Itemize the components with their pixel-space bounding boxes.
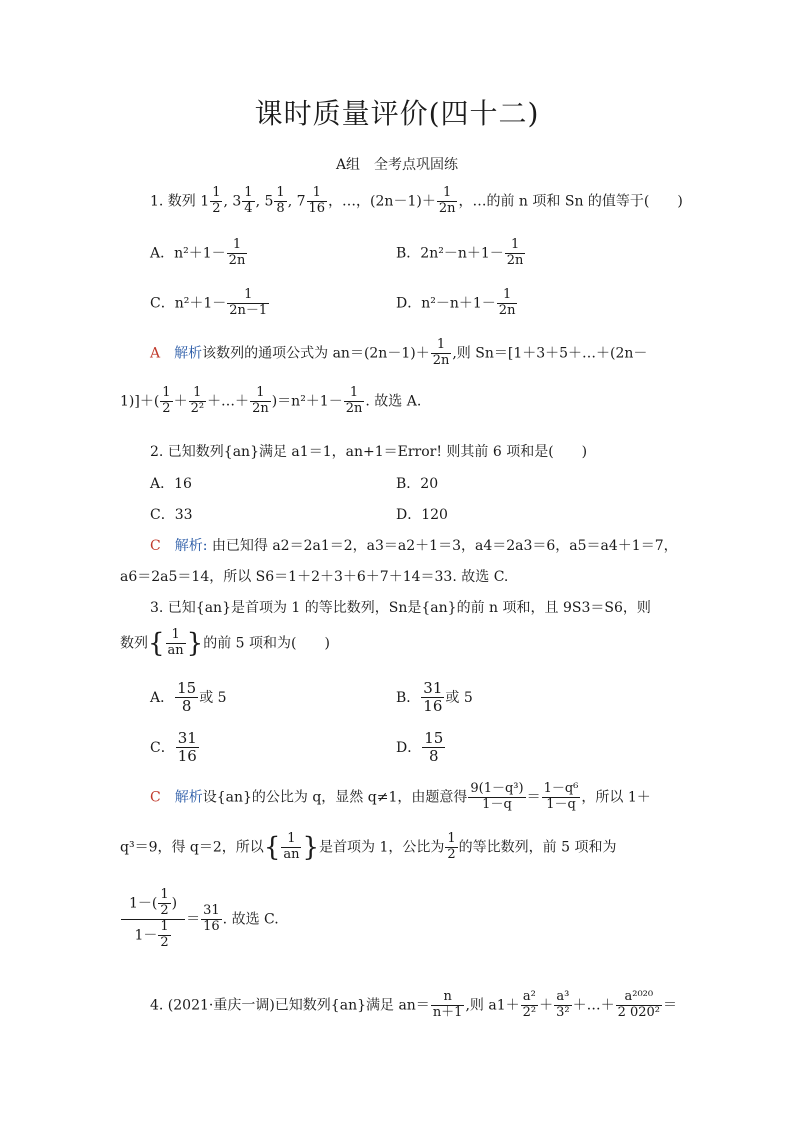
- q3-solution-line-1: C 解析设{an}的公比为 q，显然 q≠1，由题意得 $\frac{\text{9(1－q³)}}{1-q}$ ＝ $\frac{\text{1－q⁶}}{1-q}$ ，所以 1＋: [150, 781, 651, 812]
- q1-jiexi-label: 解析: [174, 345, 203, 362]
- q1-term-1-frac: $\frac{1}{2}$: [212, 185, 221, 216]
- q2-option-a: A．16: [150, 476, 192, 492]
- q3-option-d: D． $\frac{15}{8}$: [396, 729, 444, 766]
- q1-term-3-frac: $\frac{1}{8}$: [276, 185, 285, 216]
- q3-option-a: A． $\frac{15}{8}$ 或 5: [150, 679, 227, 716]
- q3-solution-line-2: q³＝9，得 q＝2，所以{ $\frac{1}{an}$ }是首项为 1，公比为 $\frac{1}{2}$ 的等比数列，前 5 项和为: [120, 831, 617, 863]
- q1-stem-mid: ，…，(2n－1)＋: [328, 193, 436, 210]
- q1-option-a: A．n²＋1－ $\frac{1}{2n}$: [150, 237, 246, 268]
- q1-option-c: C．n²＋1－ $\frac{1}{2n-1}$: [150, 287, 268, 318]
- q1-solution-line-2: 1)]＋( $\frac{1}{2}$ ＋ $\frac{1}{\text{2²}}$ ＋…＋ $\frac{1}{2n}$ )＝n²＋1－ $\frac{1}{2n}$ . 故选 A.: [120, 385, 422, 416]
- q1-general-term-frac: $\frac{1}{2n}$: [438, 185, 456, 216]
- q1-term-2-whole: 3: [232, 193, 242, 210]
- q1-term-2-frac: $\frac{1}{4}$: [244, 185, 253, 216]
- q2-solution-line-1: C 解析: 由已知得 a2＝2a1＝2，a3＝a2＋1＝3，a4＝2a3＝6，a5＝a4＋1＝7，: [150, 538, 678, 554]
- q1-option-b: B．2n²－n＋1－ $\frac{1}{2n}$: [396, 237, 524, 268]
- q2-jiexi-label: 解析:: [174, 538, 208, 554]
- q1-term-3-whole: 5: [264, 193, 274, 210]
- q3-stem-line-1: 3. 已知{an}是首项为 1 的等比数列，Sn是{an}的前 n 项和，且 9S3＝S6，则: [150, 600, 651, 616]
- q2-option-b: B．20: [396, 476, 439, 492]
- q2-solution-line-2: a6＝2a5＝14，所以 S6＝1＋2＋3＋6＋7＋14＝33. 故选 C.: [120, 569, 509, 585]
- q1-stem: 1. 数列 1 $\frac{1}{2}$ , 3 $\frac{1}{4}$ , 5 $\frac{1}{8}$ , 7 $\frac{1}{16}$ ，…，(2n－1)＋ $\frac{1}{2n}$ ，…的前 n 项和 Sn 的值等于( ): [150, 185, 683, 216]
- q2-stem: 2. 已知数列{an}满足 a1＝1，an+1＝Error! 则其前 6 项和是( ): [150, 444, 588, 460]
- q3-stem-line-2: 数列{ $\frac{1}{an}$ }的前 5 项和为( ): [120, 627, 330, 659]
- q3-option-c: C． $\frac{31}{16}$: [150, 729, 197, 766]
- section-subtitle: A组 全考点巩固练: [335, 157, 459, 173]
- q1-stem-end: ，…的前 n 项和 Sn 的值等于( ): [458, 193, 683, 210]
- page-title: 课时质量评价(四十二): [254, 97, 540, 130]
- q3-jiexi-label: 解析: [174, 789, 203, 806]
- q1-term-4-frac: $\frac{1}{16}$: [308, 185, 326, 216]
- q3-option-b: B． $\frac{31}{16}$ 或 5: [396, 679, 473, 716]
- q2-option-c: C．33: [150, 507, 193, 523]
- q4-stem: 4. (2021·重庆一调)已知数列{an}满足 an＝ $\frac{n}{n+1}$ ,则 a1＋ $\frac{\text{a²}}{\text{2²}}$ ＋ $\frac{\text{a³}}{\text{3²}}$ ＋…＋ $\frac{\text{a²⁰²⁰}}{\text{2 020²}}$ ＝: [150, 989, 678, 1020]
- q2-answer: C: [150, 538, 161, 554]
- q3-answer: C: [150, 789, 161, 806]
- q1-term-4-whole: 7: [296, 193, 306, 210]
- q2-option-d: D．120: [396, 507, 448, 523]
- q1-term-1-whole: 1: [200, 193, 210, 210]
- q1-answer: A: [150, 345, 161, 362]
- q1-option-d: D．n²－n＋1－ $\frac{1}{2n}$: [396, 287, 516, 318]
- q3-solution-line-3: 1－( $\frac{1}{2}$ ) 1－ $\frac{1}{2}$ ＝ $\frac{31}{16}$ . 故选 C.: [120, 888, 279, 951]
- q1-stem-start: 1. 数列: [150, 193, 201, 210]
- q1-solution-line-1: A 解析该数列的通项公式为 an＝(2n－1)＋ $\frac{1}{2n}$ ,则 Sn＝[1＋3＋5＋…＋(2n－: [150, 337, 648, 368]
